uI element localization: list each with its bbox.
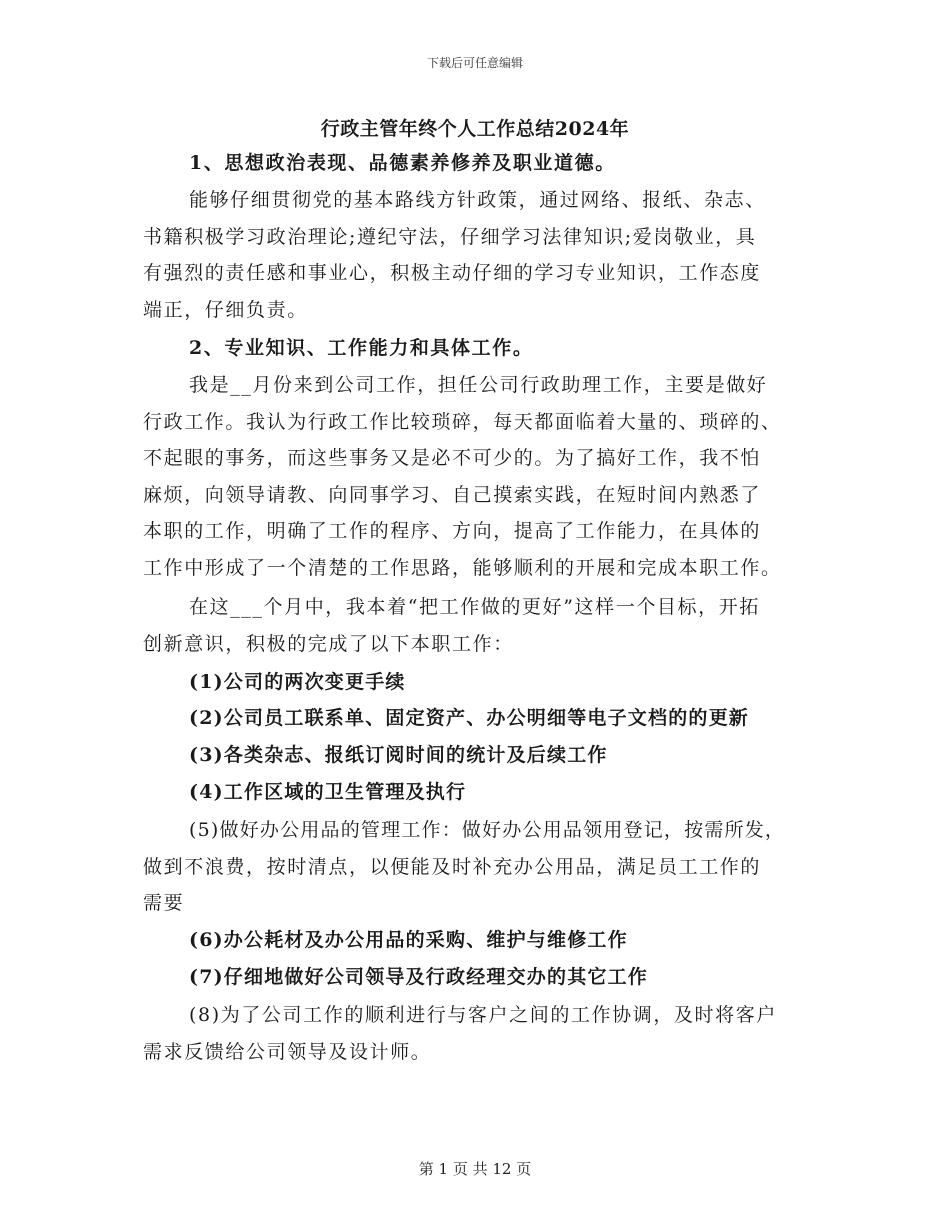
page-number: 第 1 页 共 12 页 — [418, 1160, 532, 1178]
section2-heading: 2、专业知识、工作能力和具体工作。 — [189, 337, 534, 359]
paragraph-line: 做到不浪费，按时清点，以便能及时补充办公用品，满足员工工作的 — [143, 855, 762, 878]
paragraph-line: 端正，仔细负责。 — [143, 298, 308, 321]
work-item-4: (4)工作区域的卫生管理及执行 — [189, 781, 467, 803]
work-item-7: (7)仔细地做好公司领导及行政经理交办的其它工作 — [189, 966, 649, 988]
work-item-5 — [143, 812, 823, 922]
paragraph-line: 需求反馈给公司领导及设计师。 — [143, 1040, 432, 1063]
paragraph-line: 行政工作。我认为行政工作比较琐碎，每天都面临着大量的、琐碎的、 — [143, 410, 782, 433]
paragraph-line: 有强烈的责任感和事业心，积极主动仔细的学习专业知识，工作态度 — [143, 262, 762, 284]
paragraph-line: (5)做好办公用品的管理工作：做好办公用品领用登记，按需所发， — [189, 819, 786, 841]
paragraph-line: 麻烦，向领导请教、向同事学习、自己摸索实践，在短时间内熟悉了 — [143, 483, 762, 506]
work-item-6: (6)办公耗材及办公用品的采购、维护与维修工作 — [189, 929, 628, 951]
work-item-3: (3)各类杂志、报纸订阅时间的统计及后续工作 — [189, 744, 608, 766]
paragraph-line: 能够仔细贯彻党的基本路线方针政策，通过网络、报纸、杂志、 — [189, 189, 766, 211]
paragraph-line: 工作中形成了一个清楚的工作思路，能够顺利的开展和完成本职工作。 — [143, 556, 782, 579]
paragraph-line: 在这___个月中，我本着“把工作做的更好”这样一个目标，开拓 — [189, 596, 760, 618]
paragraph-line: 我是__月份来到公司工作，担任公司行政助理工作，主要是做好 — [189, 374, 768, 396]
work-item-1: (1)公司的两次变更手续 — [189, 671, 406, 693]
paragraph-line: (8)为了公司工作的顺利进行与客户之间的工作协调，及时将客户 — [189, 1004, 777, 1026]
work-item-2: (2)公司员工联系单、固定资产、办公明细等电子文档的的更新 — [189, 707, 750, 729]
paragraph-line: 本职的工作，明确了工作的程序、方向，提高了工作能力，在具体的 — [143, 520, 762, 542]
paragraph-line: 创新意识，积极的完成了以下本职工作： — [143, 632, 514, 655]
section1-paragraph — [143, 182, 823, 328]
section2-paragraph-1 — [143, 367, 823, 586]
work-item-8 — [143, 997, 823, 1070]
document-title: 行政主管年终个人工作总结2024年 — [320, 118, 630, 140]
section2-paragraph-2 — [143, 589, 823, 662]
paragraph-line: 书籍积极学习政治理论;遵纪守法，仔细学习法律知识;爱岗敬业，具 — [143, 225, 757, 248]
header-note: 下载后可任意编辑 — [426, 56, 523, 70]
paragraph-line: 需要 — [143, 892, 185, 914]
paragraph-line: 不起眼的事务，而这些事务又是必不可少的。为了搞好工作，我不怕 — [143, 447, 762, 469]
section1-heading: 1、思想政治表现、品德素养修养及职业道德。 — [189, 152, 616, 174]
